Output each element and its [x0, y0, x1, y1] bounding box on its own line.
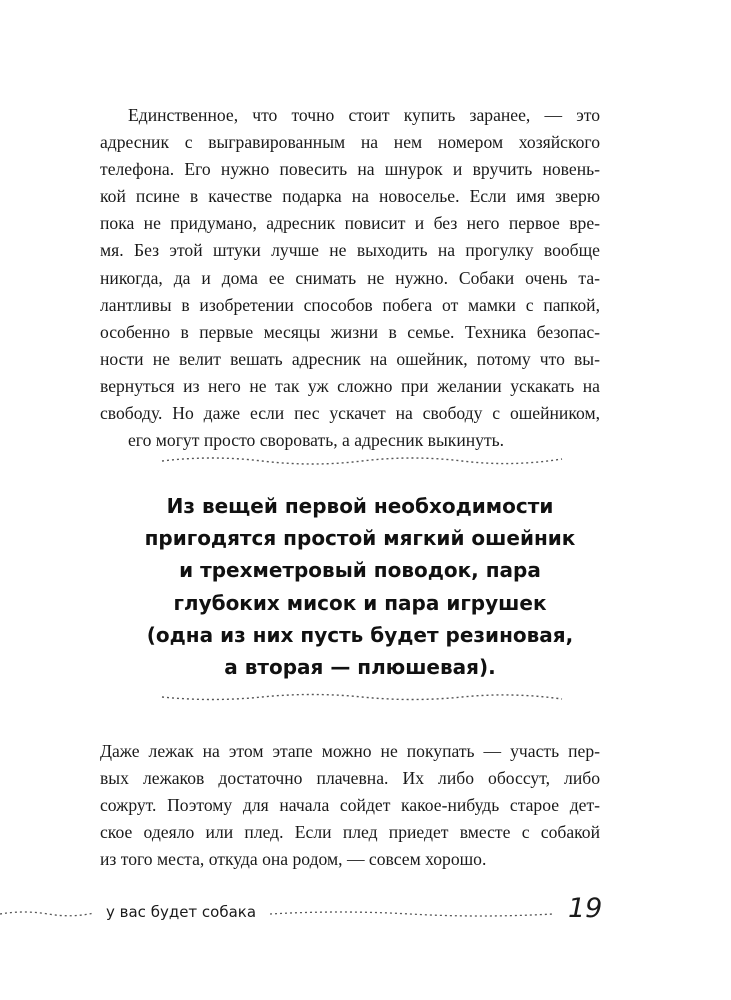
text-line: вых лежаков достаточно плачевна. Их либо обоссут, либо: [100, 768, 600, 789]
text-line: адресник с выгравированным на нем номером хозяйского: [100, 132, 600, 153]
text-line: Единственное, что точно стоит купить заранее, — это: [128, 105, 600, 125]
text-line: свободу. Но даже если пес ускачет на свободу с ошейником,: [100, 403, 600, 424]
text-line: особенно в первые месяцы жизни в семье. Техника безопас-: [100, 321, 600, 342]
text-line: кой псине в качестве подарка на новоселье. Если имя зверю: [100, 186, 600, 207]
callout-line: (одна из них пусть будет резиновая,: [146, 622, 574, 647]
running-title: у вас будет собака: [106, 903, 257, 921]
text-line: мя. Без этой штуки лучше не выходить на прогулку вообще: [100, 240, 600, 261]
text-line: из того места, откуда она родом, — совсем хорошо.: [100, 849, 487, 870]
text-line: никогда, да и дома ее снимать не нужно. Собаки очень та-: [100, 267, 600, 288]
footer-wavy-line-right: [270, 908, 555, 920]
footer-wavy-line-left: [0, 908, 96, 920]
text-line: его могут просто своровать, а адресник выкинуть.: [128, 430, 505, 451]
callout-line: а вторая — плюшевая).: [224, 655, 496, 680]
callout-line: пригодятся простой мягкий ошейник: [144, 526, 576, 551]
wavy-divider-top: [160, 452, 570, 468]
text-line: Даже лежак на этом этапе можно не покупать — участь пер-: [100, 741, 600, 761]
body-paragraph-1: [100, 102, 600, 454]
text-line: телефона. Его нужно повесить на шнурок и вручить новень-: [100, 159, 600, 180]
text-line: ское одеяло или плед. Если плед приедет вместе с собакой: [100, 822, 600, 843]
body-paragraph-2: [100, 738, 600, 873]
callout-quote: [120, 490, 600, 683]
callout-line: и трехметровый поводок, пара: [179, 558, 541, 583]
callout-line: глубоких мисок и пара игрушек: [173, 590, 547, 615]
text-line: ности не велит вешать адресник на ошейник, потому что вы-: [100, 348, 600, 369]
text-line: пока не придумано, адресник повисит и без него первое вре-: [100, 213, 600, 234]
page-number: 19: [568, 893, 603, 924]
text-line: лантливы в изобретении способов побега от мамки с папкой,: [100, 294, 600, 315]
text-line: вернуться из него не так уж сложно при желании ускакать на: [100, 375, 600, 396]
callout-line: Из вещей первой необходимости: [166, 494, 554, 518]
wavy-divider-bottom: [160, 690, 570, 706]
text-line: сожрут. Поэтому для начала сойдет какое-нибудь старое дет-: [100, 795, 600, 816]
